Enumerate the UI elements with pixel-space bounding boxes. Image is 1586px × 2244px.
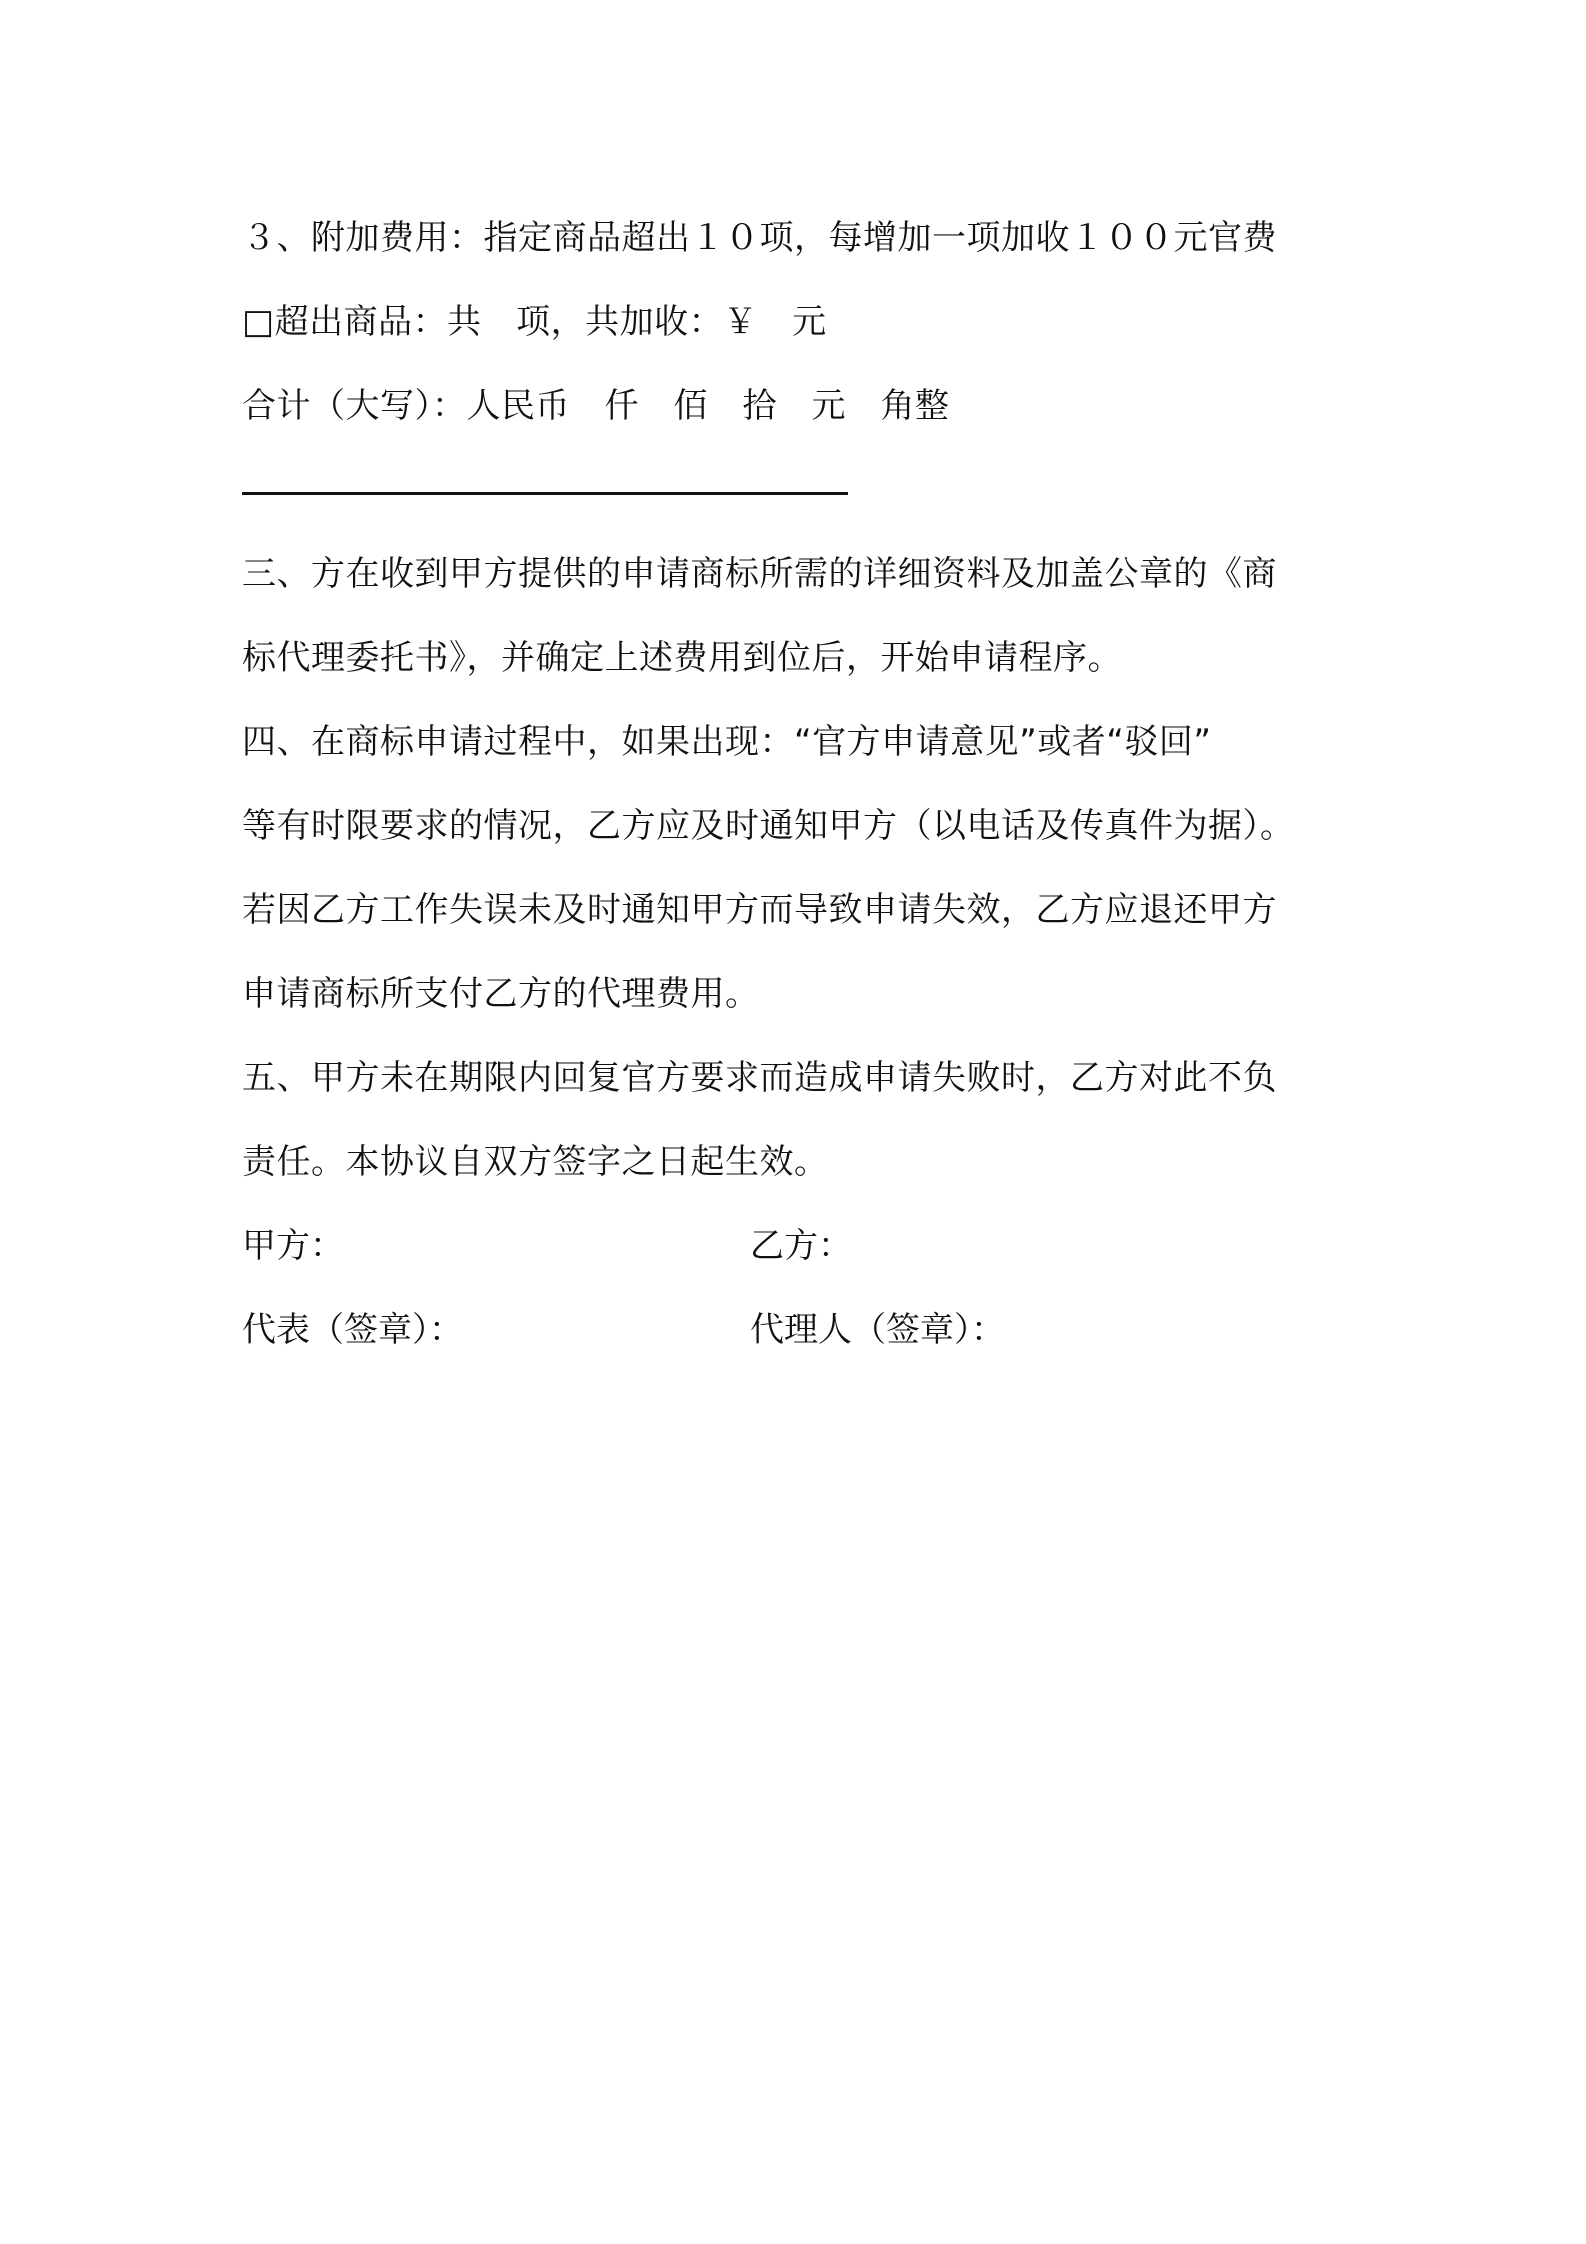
party-b-label: 乙方： [750, 1226, 852, 1266]
clause-four-line-3: 若因乙方工作失误未及时通知甲方而导致申请失效，乙方应退还甲方 [242, 890, 1277, 930]
clause-four-line-2: 等有时限要求的情况，乙方应及时通知甲方（以电话及传真件为据）。 [242, 806, 1295, 846]
signature-underline [242, 448, 1372, 532]
clause-four-line-1: 四、在商标申请过程中，如果出现：“官方申请意见”或者“驳回” [242, 722, 1212, 762]
extra-goods-line: □超出商品：共 项，共加收：￥ 元 [242, 302, 827, 342]
clause-five-line-1: 五、甲方未在期限内回复官方要求而造成申请失败时，乙方对此不负 [242, 1058, 1277, 1098]
clause-three-line-2: 标代理委托书》，并确定上述费用到位后，开始申请程序。 [242, 638, 1122, 678]
party-row [242, 1204, 1372, 1288]
representative-signature-label: 代表（签章）： [242, 1310, 463, 1350]
party-a-label: 甲方： [242, 1226, 344, 1266]
additional-fee-line: ３、附加费用：指定商品超出１０项，每增加一项加收１００元官费 [242, 218, 1277, 258]
document-body [242, 196, 1372, 1372]
total-amount-line: 合计（大写）：人民币 仟 佰 拾 元 角整 [242, 386, 950, 426]
clause-three-line-1: 三、方在收到甲方提供的申请商标所需的详细资料及加盖公章的《商 [242, 554, 1277, 594]
agent-signature-label: 代理人（签章）： [750, 1310, 1005, 1350]
signature-row [242, 1288, 1372, 1372]
clause-four-line-4: 申请商标所支付乙方的代理费用。 [242, 974, 760, 1014]
clause-five-line-2: 责任。本协议自双方签字之日起生效。 [242, 1142, 829, 1182]
